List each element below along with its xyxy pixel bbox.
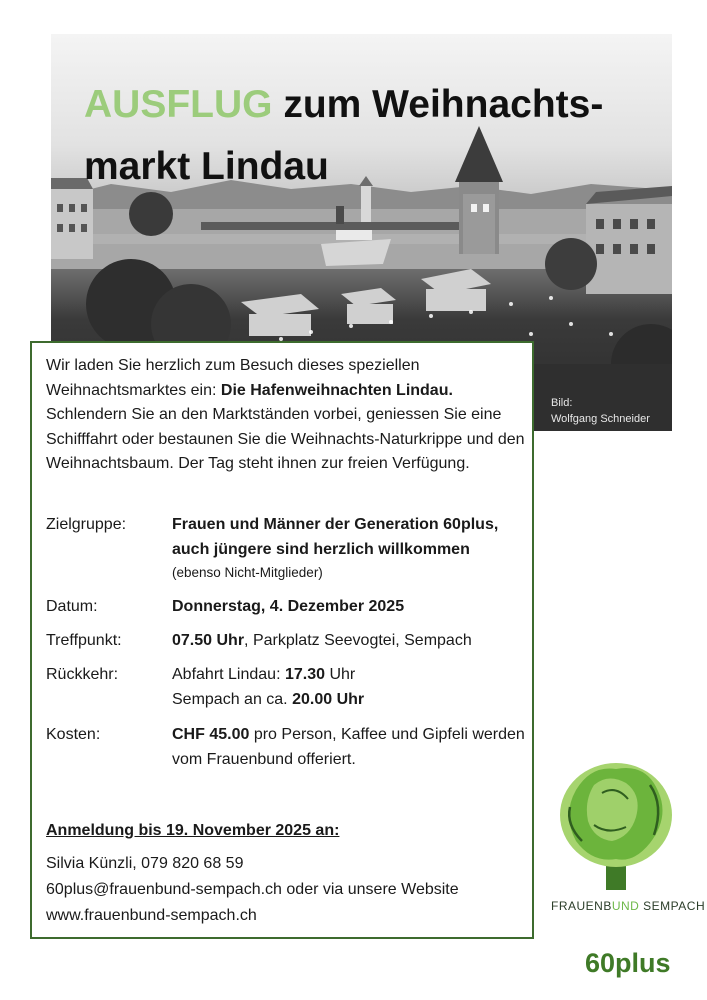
treffpunkt-place: , Parkplatz Seevogtei, Sempach (244, 632, 472, 649)
photo-credit-author: Wolfgang Schneider (551, 413, 650, 425)
rueckkehr-value (172, 663, 532, 712)
intro-paragraph (46, 354, 526, 477)
treffpunkt-value (172, 629, 532, 654)
intro-highlight: Die Hafenweihnachten Lindau. (220, 381, 453, 399)
frauenbund-tree-logo (546, 755, 686, 920)
intro-text-2: Schlendern Sie an den Marktständen vorbei, geniessen Sie eine Schifffahrt oder bestaunen Sie die Weihnachts-Naturkrippe und den Weihnachtsbaum. Der Tag steht ihnen zur freien Verfügung. (46, 406, 525, 472)
treffpunkt-label: Treffpunkt: (46, 632, 122, 649)
departure-time: 17.30 (284, 666, 326, 683)
rueckkehr-label: Rückkehr: (46, 666, 119, 683)
zielgruppe-line2: auch jüngere sind herzlich willkommen (172, 540, 470, 558)
photo-credit-label: Bild: (551, 397, 573, 409)
registration-contact (46, 851, 459, 929)
rueckkehr-arrival (172, 688, 532, 713)
info-box (30, 341, 534, 939)
badge-60plus: 60plus (585, 948, 671, 978)
kosten-text: pro Person, Kaffee und Gipfeli werden vom Frauenbund offeriert. (172, 726, 525, 768)
contact-website[interactable]: www.frauenbund-sempach.ch (46, 907, 257, 924)
contact-person: Silvia Künzli, 079 820 68 59 (46, 855, 244, 872)
contact-email[interactable]: 60plus@frauenbund-sempach.ch oder via unsere Website (46, 881, 459, 898)
datum-value: Donnerstag, 4. Dezember 2025 (172, 598, 405, 615)
photo-credit (551, 395, 671, 427)
departure-prefix: Abfahrt Lindau: (172, 666, 285, 683)
kosten-label: Kosten: (46, 726, 101, 743)
logo-text-a: FRAUENB (551, 899, 612, 913)
logo-text-b: UND (611, 899, 640, 913)
title-accent: AUSFLUG (84, 83, 273, 126)
zielgruppe-note: (ebenso Nicht-Mitglieder) (172, 565, 323, 580)
treffpunkt-time: 07.50 Uhr (172, 632, 245, 649)
zielgruppe-label: Zielgruppe: (46, 516, 127, 533)
kosten-value (172, 723, 532, 772)
zielgruppe-value (172, 513, 532, 583)
logo-wordmark (551, 899, 705, 913)
intro-text-1: Wir laden Sie herzlich zum Besuch dieses speziellen Weihnachtsmarktes ein: (46, 357, 420, 399)
logo-text-c: SEMPACH (639, 899, 706, 913)
rueckkehr-departure (172, 663, 532, 688)
departure-suffix: Uhr (325, 666, 356, 683)
arrival-time: 20.00 Uhr (292, 690, 365, 708)
zielgruppe-line1: Frauen und Männer der Generation 60plus, (172, 516, 499, 533)
datum-label: Datum: (46, 598, 98, 615)
registration-heading: Anmeldung bis 19. November 2025 an: (46, 822, 340, 839)
page-title (84, 74, 644, 198)
title-rest: zum Weihnachts-markt Lindau (84, 83, 604, 188)
kosten-price: CHF 45.00 (172, 726, 250, 743)
arrival-prefix: Sempach an ca. (172, 690, 293, 708)
